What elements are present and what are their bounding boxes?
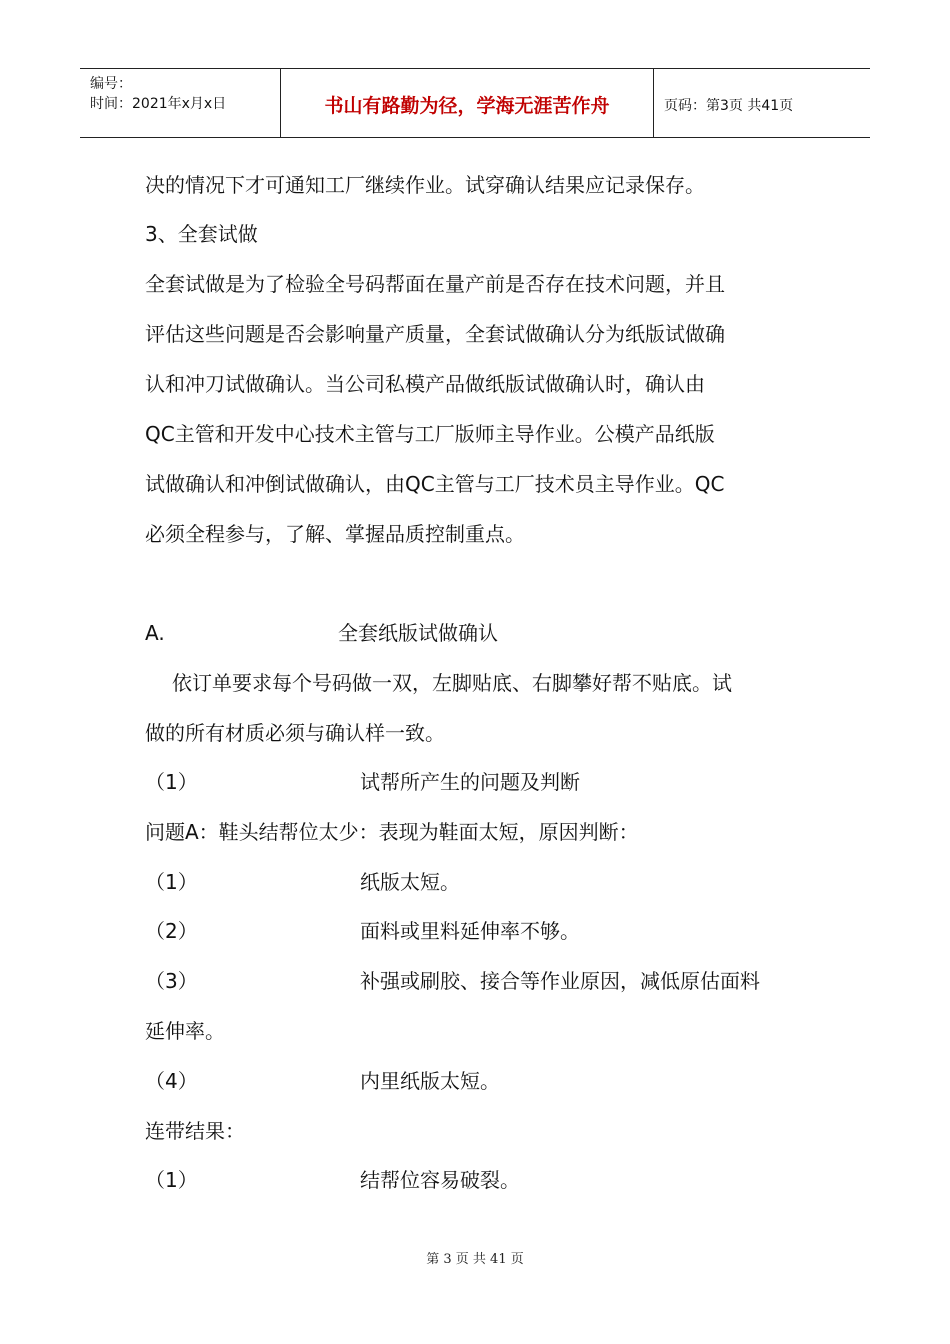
section-a-title: 全套纸版试做确认 bbox=[338, 621, 498, 645]
section-a-marker: A. bbox=[145, 621, 165, 645]
cause-3-text: 补强或刷胶、接合等作业原因，减低原估面料 bbox=[360, 969, 760, 993]
cause-1-marker: （1） bbox=[145, 870, 198, 894]
result-1-text: 结帮位容易破裂。 bbox=[360, 1168, 520, 1192]
para-a-line-2: 做的所有材质必须与确认样一致。 bbox=[145, 721, 445, 745]
body-line-7: 试做确认和冲倒试做确认，由QC主管与工厂技术员主导作业。QC bbox=[145, 472, 725, 496]
body-line-4: 评估这些问题是否会影响量产质量，全套试做确认分为纸版试做确 bbox=[145, 322, 725, 346]
cause-4-text: 内里纸版太短。 bbox=[360, 1069, 500, 1093]
body-line-8: 必须全程参与，了解、掌握品质控制重点。 bbox=[145, 522, 525, 546]
result-label: 连带结果： bbox=[145, 1119, 245, 1143]
cause-4-marker: （4） bbox=[145, 1069, 198, 1093]
header-date-label: 时间：2021年x月x日 bbox=[90, 96, 227, 112]
result-1-marker: （1） bbox=[145, 1168, 198, 1192]
para-a-line-1: 依订单要求每个号码做一双，左脚贴底、右脚攀好帮不贴底。试 bbox=[172, 671, 732, 695]
sub-1-marker: （1） bbox=[145, 770, 198, 794]
cause-3-continued: 延伸率。 bbox=[145, 1019, 225, 1043]
header-page-info: 页码：第3页 共41页 bbox=[664, 98, 794, 114]
body-line-5: 认和冲刀试做确认。当公司私模产品做纸版试做确认时，确认由 bbox=[145, 372, 705, 396]
header-motto-cell bbox=[281, 69, 654, 137]
cause-2-marker: （2） bbox=[145, 919, 198, 943]
cause-1-text: 纸版太短。 bbox=[360, 870, 460, 894]
header-number-label: 编号： bbox=[90, 76, 132, 92]
sub-1-title: 试帮所产生的问题及判断 bbox=[360, 770, 580, 794]
body-line-1: 决的情况下才可通知工厂继续作业。试穿确认结果应记录保存。 bbox=[145, 173, 705, 197]
header-page-cell bbox=[654, 69, 870, 137]
cause-2-text: 面料或里料延伸率不够。 bbox=[360, 919, 580, 943]
body-line-3: 全套试做是为了检验全号码帮面在量产前是否存在技术问题，并且 bbox=[145, 272, 725, 296]
page-footer: 第 3 页 共 41 页 bbox=[426, 1252, 524, 1267]
cause-3-marker: （3） bbox=[145, 969, 198, 993]
header-meta-cell bbox=[80, 69, 281, 137]
body-line-6: QC主管和开发中心技术主管与工厂版师主导作业。公模产品纸版 bbox=[145, 422, 715, 446]
document-header bbox=[80, 68, 870, 138]
problem-a-line: 问题A：鞋头结帮位太少：表现为鞋面太短，原因判断： bbox=[145, 820, 639, 844]
header-motto: 书山有路勤为径，学海无涯苦作舟 bbox=[324, 95, 610, 117]
section-3-heading: 3、全套试做 bbox=[145, 222, 258, 246]
